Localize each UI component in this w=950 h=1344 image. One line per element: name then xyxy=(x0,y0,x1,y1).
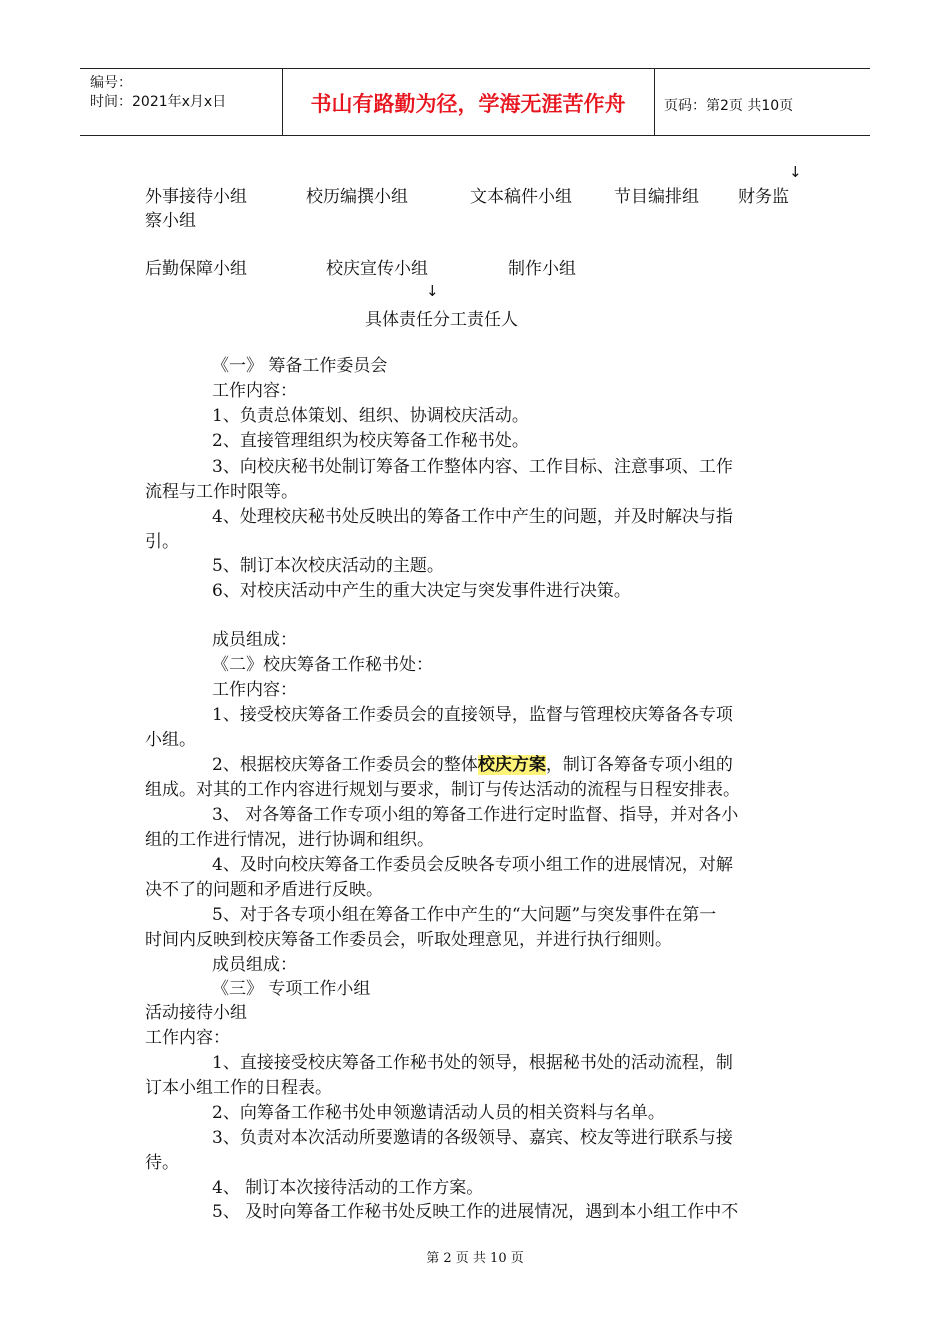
down-arrow-icon: ↓ xyxy=(789,163,802,181)
list-item-wrap: 时间内反映到校庆筹备工作委员会，听取处理意见，并进行执行细则。 xyxy=(145,930,672,950)
group-title: 活动接待小组 xyxy=(145,1003,247,1023)
content-label: 工作内容： xyxy=(212,381,297,401)
org-unit: 文本稿件小组 xyxy=(470,187,572,207)
header-date-label: 时间：2021年x月x日 xyxy=(90,94,227,110)
list-item: 2、直接管理组织为校庆筹备工作秘书处。 xyxy=(212,431,529,451)
section-title: 《二》校庆筹备工作秘书处： xyxy=(212,655,433,675)
content-label: 工作内容： xyxy=(145,1028,230,1048)
list-item: 5、对于各专项小组在筹备工作中产生的“大问题”与突发事件在第一 xyxy=(212,905,717,925)
list-item-wrap: 组成。对其的工作内容进行规划与要求，制订与传达活动的流程与日程安排表。 xyxy=(145,780,740,800)
org-unit: 制作小组 xyxy=(508,259,576,279)
list-item: 1、直接接受校庆筹备工作秘书处的领导，根据秘书处的活动流程，制 xyxy=(212,1053,733,1073)
list-item-wrap: 决不了的问题和矛盾进行反映。 xyxy=(145,880,383,900)
header-number-label: 编号： xyxy=(90,75,132,91)
members-label: 成员组成： xyxy=(212,955,297,975)
list-item: 1、负责总体策划、组织、协调校庆活动。 xyxy=(212,406,529,426)
page-footer: 第 2 页 共 10 页 xyxy=(426,1251,524,1266)
header-motto: 书山有路勤为径，学海无涯苦作舟 xyxy=(310,92,626,116)
org-unit-wrap: 察小组 xyxy=(145,211,196,231)
list-item: 4、及时向校庆筹备工作委员会反映各专项小组工作的进展情况，对解 xyxy=(212,855,733,875)
list-item: 3、负责对本次活动所要邀请的各级领导、嘉宾、校友等进行联系与接 xyxy=(212,1128,733,1148)
org-unit: 后勤保障小组 xyxy=(145,259,247,279)
list-item: 2、向筹备工作秘书处申领邀请活动人员的相关资料与名单。 xyxy=(212,1103,665,1123)
list-item: 6、对校庆活动中产生的重大决定与突发事件进行决策。 xyxy=(212,581,631,601)
list-item-wrap: 小组。 xyxy=(145,730,196,750)
highlighted-term: 校庆方案 xyxy=(477,755,546,775)
org-unit: 校庆宣传小组 xyxy=(326,259,428,279)
org-bottom-label: 具体责任分工责任人 xyxy=(365,310,518,330)
list-item: 4、处理校庆秘书处反映出的筹备工作中产生的问题，并及时解决与指 xyxy=(212,507,733,527)
header-top-rule xyxy=(80,68,870,69)
members-label: 成员组成： xyxy=(212,630,297,650)
list-item: 5、 及时向筹备工作秘书处反映工作的进展情况，遇到本小组工作中不 xyxy=(212,1202,739,1222)
list-item: 4、 制订本次接待活动的工作方案。 xyxy=(212,1178,484,1198)
org-unit: 外事接待小组 xyxy=(145,187,247,207)
list-item: 3、向校庆秘书处制订筹备工作整体内容、工作目标、注意事项、工作 xyxy=(212,457,733,477)
section-title: 《一》 筹备工作委员会 xyxy=(212,356,388,376)
header-bottom-rule xyxy=(80,135,870,136)
list-item-wrap: 引。 xyxy=(145,532,179,552)
text-run: ，制订各筹备专项小组的 xyxy=(545,755,733,775)
list-item-wrap: 组的工作进行情况，进行协调和组织。 xyxy=(145,830,434,850)
content-label: 工作内容： xyxy=(212,680,297,700)
org-unit: 节目编排组 xyxy=(614,187,699,207)
list-item: 5、制订本次校庆活动的主题。 xyxy=(212,556,444,576)
org-unit: 校历编撰小组 xyxy=(306,187,408,207)
org-unit: 财务监 xyxy=(738,187,789,207)
list-item xyxy=(212,753,733,777)
header-page-label: 页码：第2页 共10页 xyxy=(664,98,794,114)
list-item: 1、接受校庆筹备工作委员会的直接领导，监督与管理校庆筹备各专项 xyxy=(212,705,733,725)
list-item-wrap: 待。 xyxy=(145,1153,179,1173)
text-run: 2、根据校庆筹备工作委员会的整体 xyxy=(212,755,478,775)
down-arrow-icon: ↓ xyxy=(426,282,439,300)
list-item-wrap: 流程与工作时限等。 xyxy=(145,482,298,502)
list-item: 3、 对各筹备工作专项小组的筹备工作进行定时监督、指导，并对各小 xyxy=(212,805,739,825)
section-title: 《三》 专项工作小组 xyxy=(212,979,371,999)
header-divider-right xyxy=(654,68,655,136)
list-item-wrap: 订本小组工作的日程表。 xyxy=(145,1078,332,1098)
